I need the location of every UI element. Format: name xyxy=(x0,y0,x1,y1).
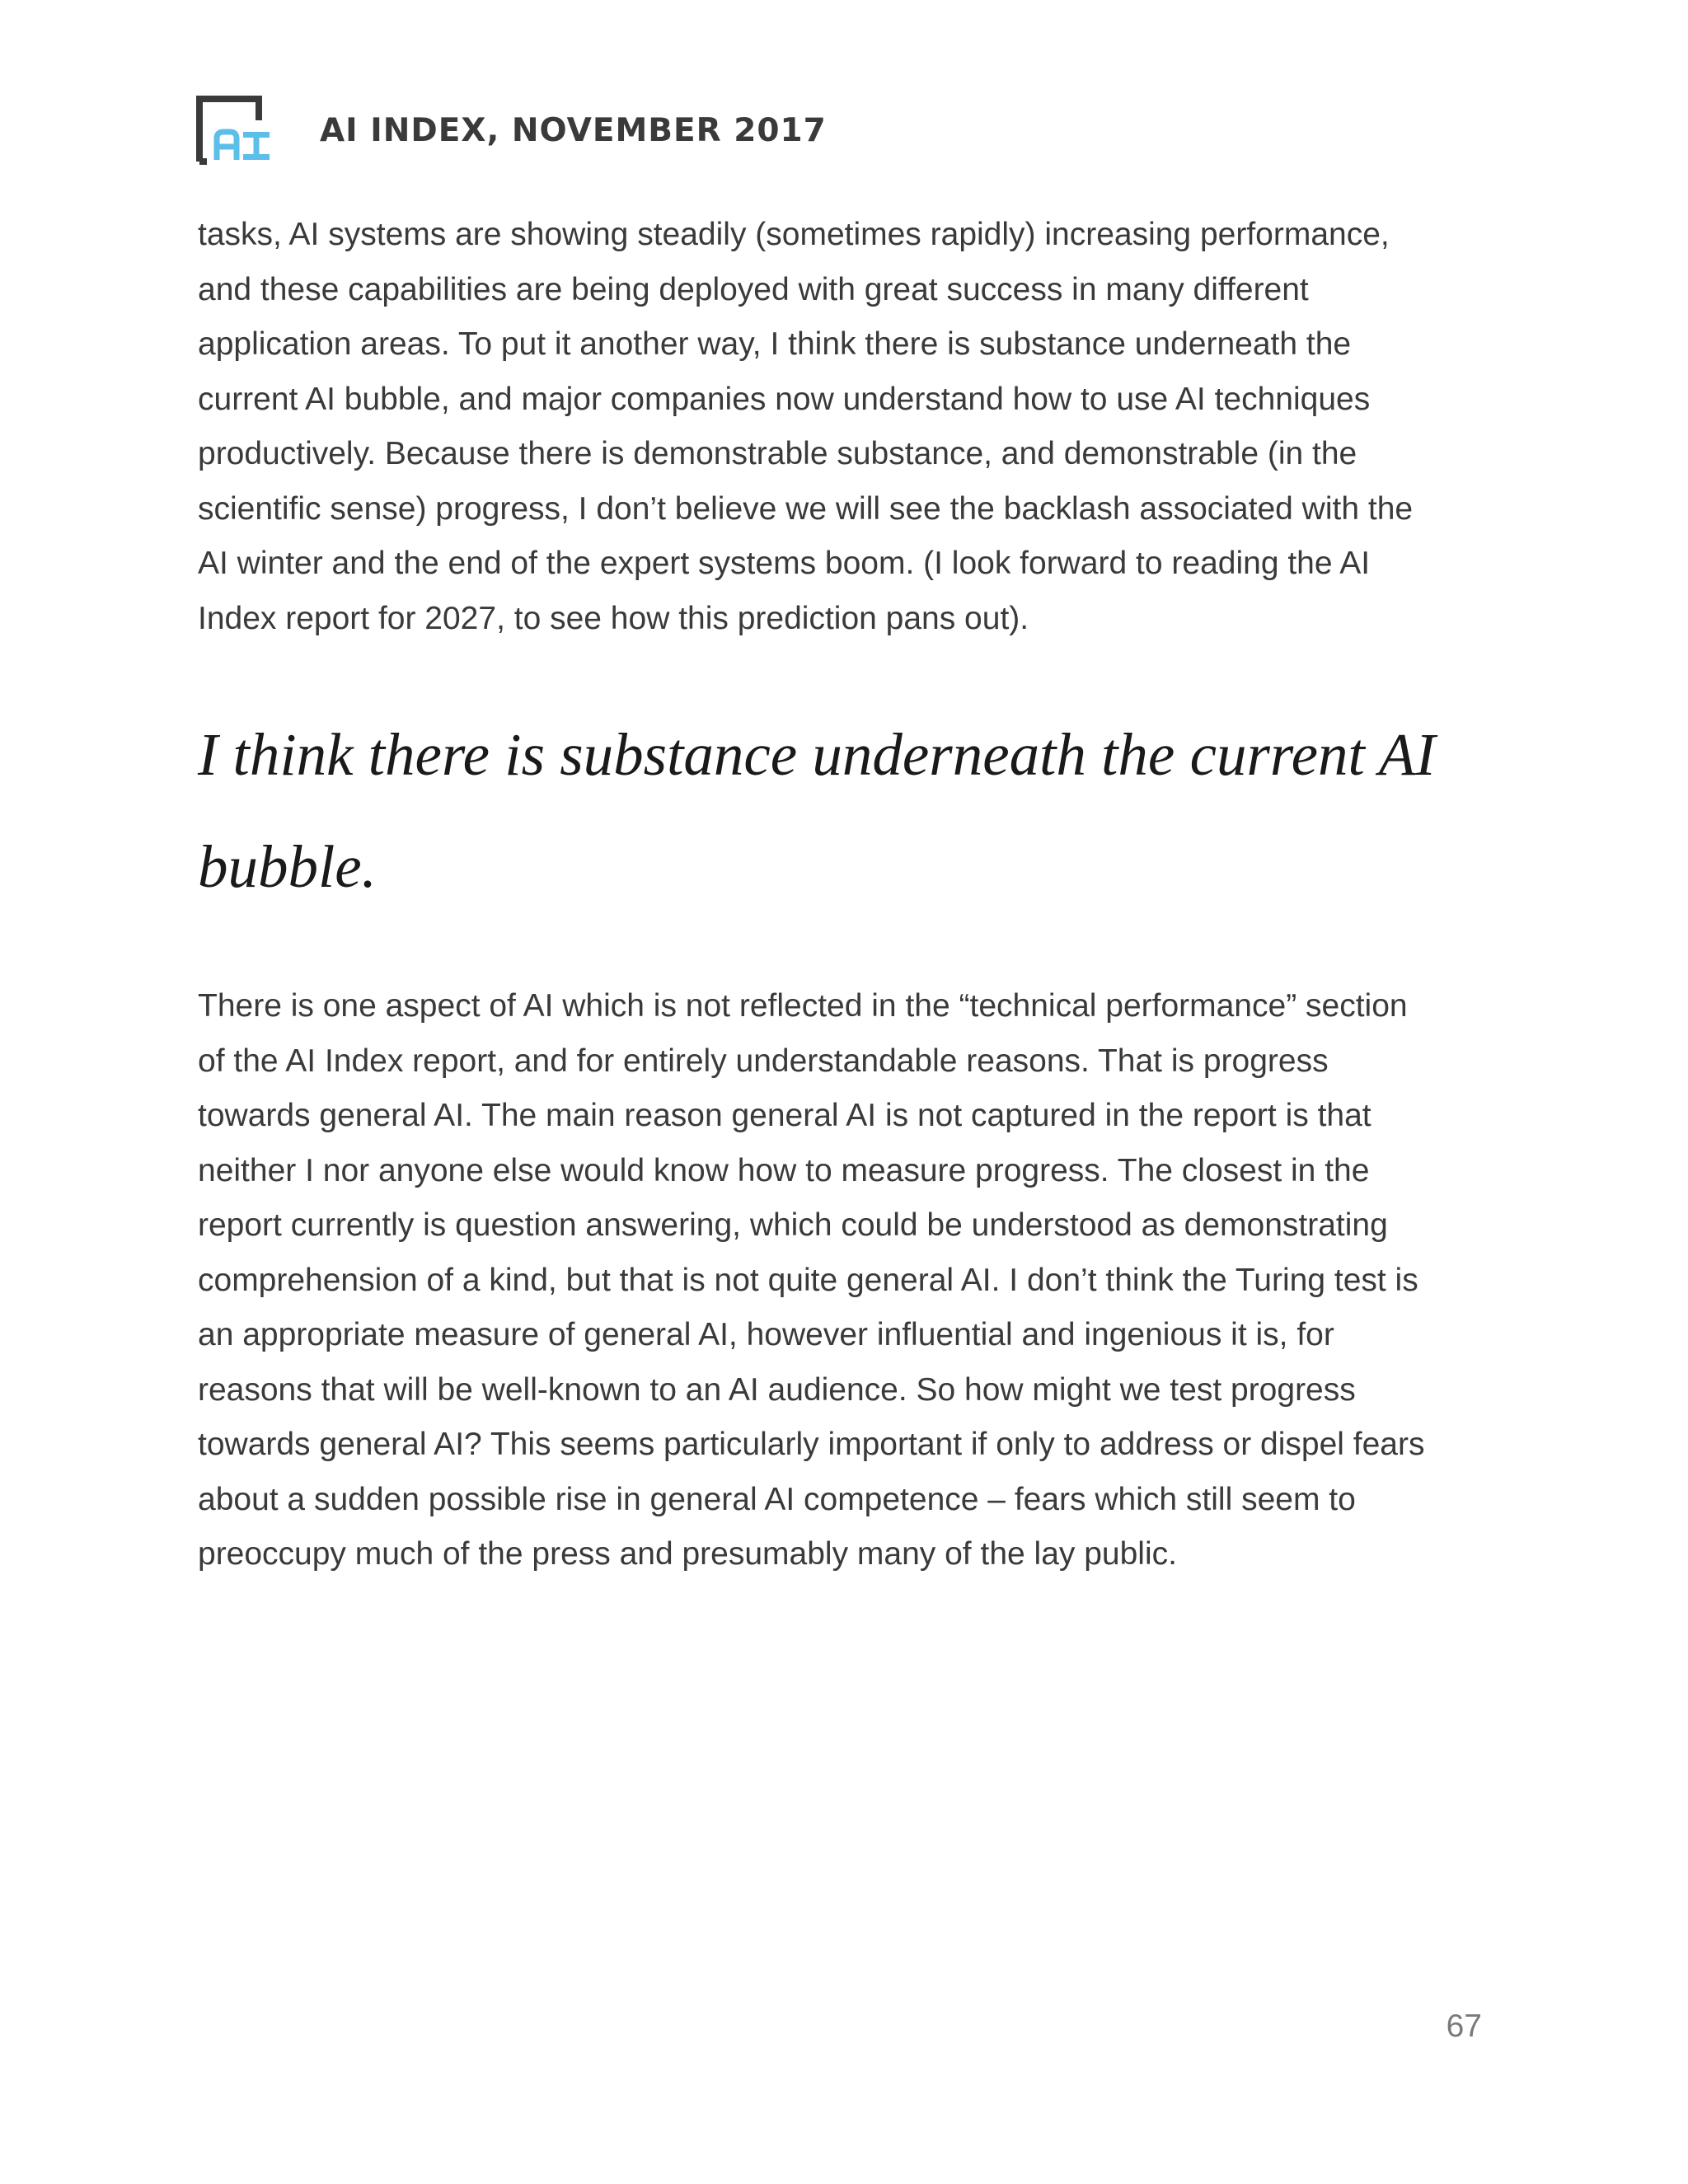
text-line: AI winter and the end of the expert systems boom. (I look forward to reading the AI xyxy=(198,546,1371,581)
text-line: of the AI Index report, and for entirely understandable reasons. That is progress xyxy=(198,1043,1329,1079)
text-line: reasons that will be well-known to an AI audience. So how might we test progress xyxy=(198,1371,1356,1408)
page-number: 67 xyxy=(1446,2008,1482,2044)
text-line: neither I nor anyone else would know how to measure progress. The closest in the xyxy=(198,1152,1370,1188)
page-header xyxy=(196,96,827,165)
pull-quote-line: bubble. xyxy=(198,833,377,900)
text-line: comprehension of a kind, but that is not quite general AI. I don’t think the Turing test is xyxy=(198,1262,1418,1298)
report-title: AI INDEX, NOVEMBER 2017 xyxy=(320,111,827,149)
text-line: preoccupy much of the press and presumably many of the lay public. xyxy=(198,1536,1177,1572)
text-line: an appropriate measure of general AI, however influential and ingenious it is, for xyxy=(198,1317,1334,1352)
body-paragraph-1 xyxy=(198,208,1500,646)
pull-quote xyxy=(198,699,1533,923)
text-line: tasks, AI systems are showing steadily (sometimes rapidly) increasing performance, xyxy=(198,217,1390,252)
text-line: about a sudden possible rise in general AI competence – fears which still seem to xyxy=(198,1481,1356,1517)
text-line: and these capabilities are being deployed with great success in many different xyxy=(198,271,1309,307)
text-line: scientific sense) progress, I don’t believe we will see the backlash associated with the xyxy=(198,490,1414,527)
text-line: application areas. To put it another way, I think there is substance underneath the xyxy=(198,326,1352,362)
body-paragraph-2 xyxy=(198,979,1500,1582)
text-line: report currently is question answering, which could be understood as demonstrating xyxy=(198,1207,1388,1243)
text-line: Index report for 2027, to see how this prediction pans out). xyxy=(198,600,1029,636)
ai-index-logo xyxy=(196,96,272,165)
text-line: current AI bubble, and major companies now understand how to use AI techniques xyxy=(198,381,1371,417)
text-line: There is one aspect of AI which is not reflected in the “technical performance” section xyxy=(198,988,1408,1024)
text-line: productively. Because there is demonstrable substance, and demonstrable (in the xyxy=(198,436,1357,471)
pull-quote-line: I think there is substance underneath the current AI xyxy=(198,721,1436,788)
text-line: towards general AI? This seems particularly important if only to address or dispel fears xyxy=(198,1427,1425,1462)
text-line: towards general AI. The main reason general AI is not captured in the report is that xyxy=(198,1098,1372,1133)
